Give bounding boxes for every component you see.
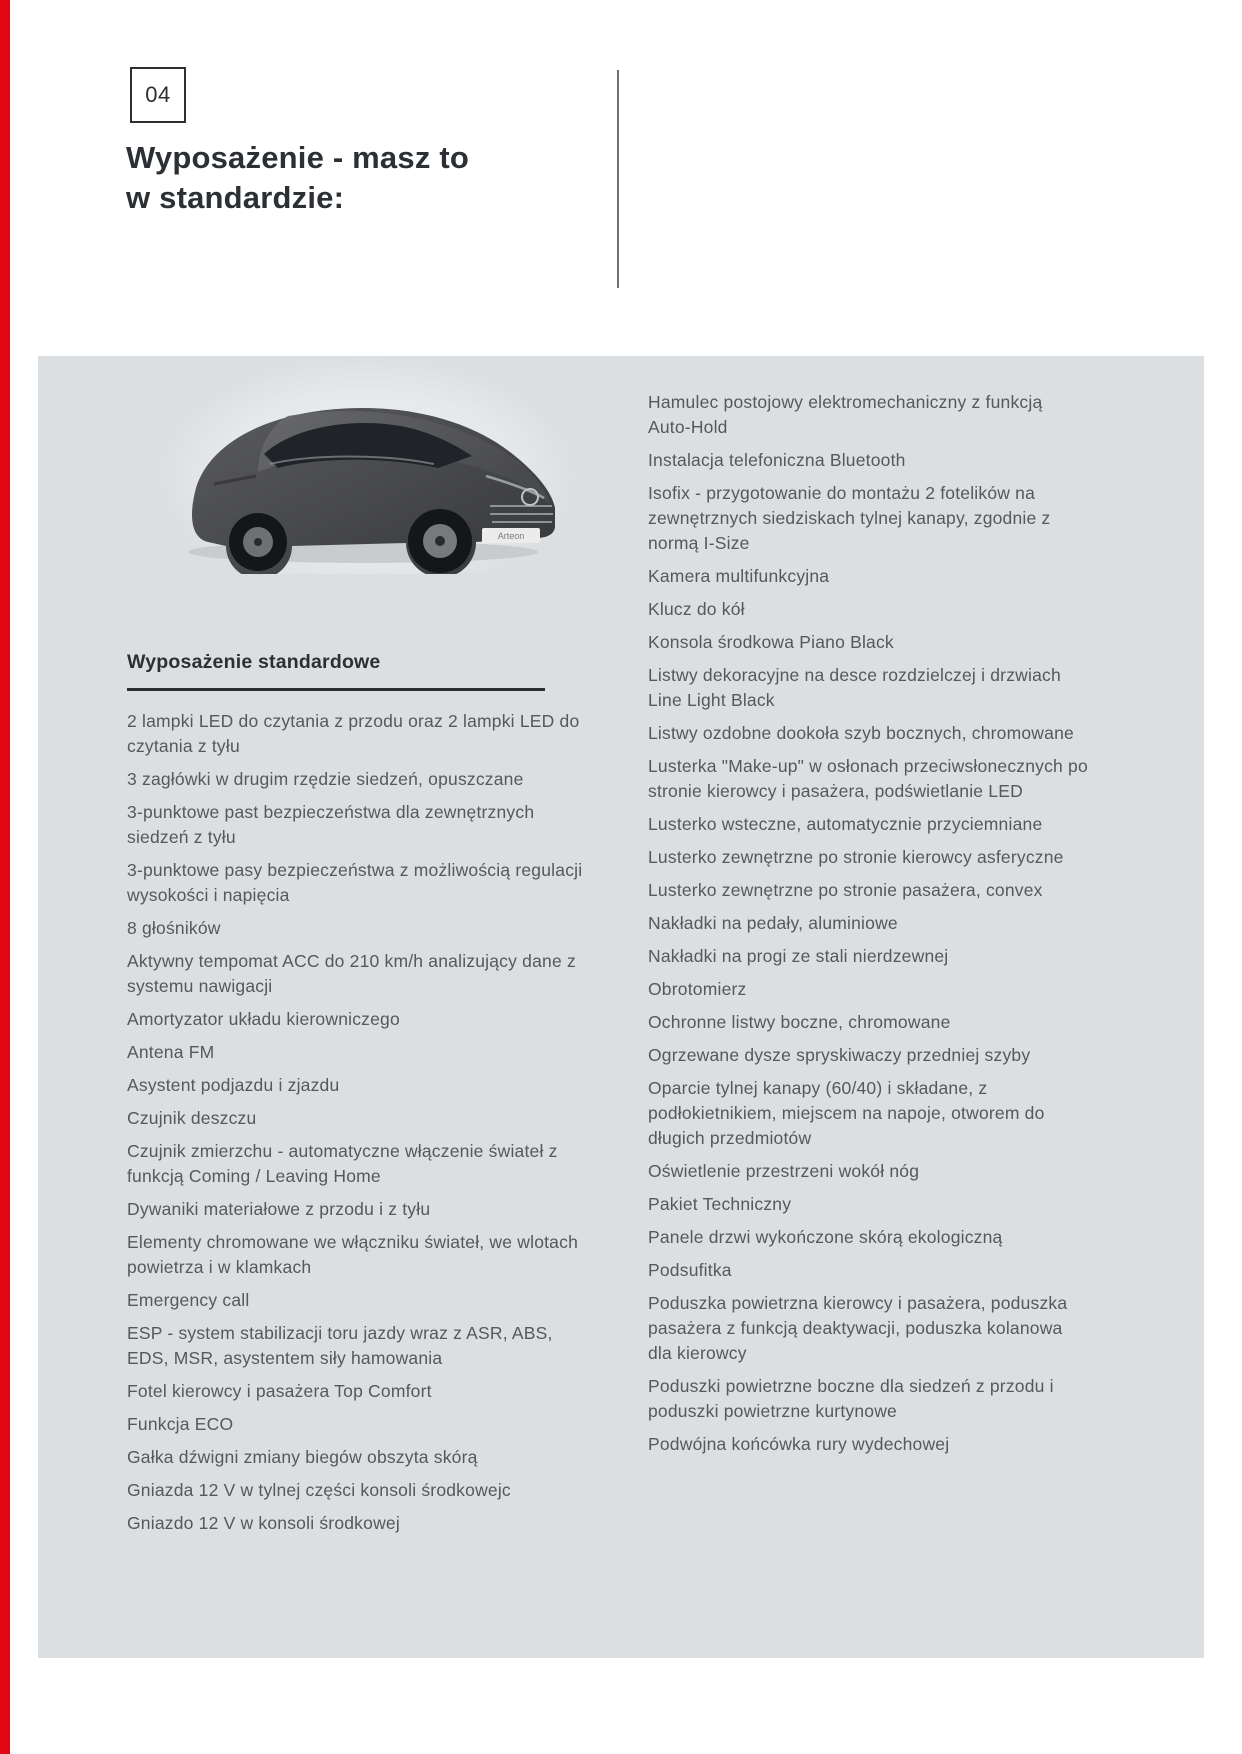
equipment-list-left (127, 709, 583, 1536)
equipment-item: 3 zagłówki w drugim rzędzie siedzeń, opuszczane (127, 769, 524, 789)
equipment-item: Asystent podjazdu i zjazdu (127, 1075, 340, 1095)
equipment-item: Nakładki na pedały, aluminiowe (648, 913, 898, 933)
equipment-item: Klucz do kół (648, 599, 745, 619)
section-heading: Wyposażenie standardowe (127, 651, 381, 673)
equipment-item: Ochronne listwy boczne, chromowane (648, 1012, 951, 1032)
equipment-item: Lusterka "Make-up" w osłonach przeciwsłonecznych po stronie kierowcy i pasażera, podświetlanie LED (648, 756, 1088, 801)
equipment-item: Czujnik zmierzchu - automatyczne włączenie świateł z funkcją Coming / Leaving Home (127, 1141, 558, 1186)
equipment-item: Antena FM (127, 1042, 215, 1062)
rear-wheel-icon (229, 513, 287, 571)
equipment-item: Elementy chromowane we włączniku świateł, we wlotach powietrza i w klamkach (127, 1232, 579, 1277)
equipment-item: Czujnik deszczu (127, 1108, 257, 1128)
equipment-item: Poduszka powietrzna kierowcy i pasażera, poduszka pasażera z funkcją deaktywacji, poduszka kolanowa dla kierowcy (648, 1293, 1068, 1363)
equipment-item: Oparcie tylnej kanapy (60/40) i składane, z podłokietnikiem, miejscem na napoje, otworem do długich przedmiotów (648, 1078, 1045, 1148)
left-accent-stripe (0, 0, 10, 1754)
equipment-panel (38, 356, 1204, 1658)
car-image (138, 356, 578, 574)
car-illustration (138, 356, 578, 574)
equipment-item: Lusterko wsteczne, automatycznie przyciemniane (648, 814, 1043, 834)
page-title-line1: Wyposażenie - masz to (126, 140, 469, 175)
equipment-item: 3-punktowe pasy bezpieczeństwa z możliwością regulacji wysokości i napięcia (127, 860, 583, 905)
page-title (126, 138, 469, 218)
equipment-list-right (648, 390, 1088, 1457)
page-title-line2: w standardzie: (126, 180, 345, 215)
equipment-item: Konsola środkowa Piano Black (648, 632, 894, 652)
equipment-item: Funkcja ECO (127, 1414, 234, 1434)
equipment-item: Kamera multifunkcyjna (648, 566, 830, 586)
license-plate (482, 528, 540, 543)
equipment-item: Gniazda 12 V w tylnej części konsoli środkowejc (127, 1480, 511, 1500)
equipment-item: Emergency call (127, 1290, 250, 1310)
equipment-item: Listwy ozdobne dookoła szyb bocznych, chromowane (648, 723, 1074, 743)
vertical-divider (617, 70, 619, 288)
license-plate-text: Arteon (497, 531, 525, 541)
equipment-item: 8 głośników (127, 918, 221, 938)
equipment-item: Lusterko zewnętrzne po stronie kierowcy asferyczne (648, 847, 1064, 867)
equipment-item: Amortyzator układu kierowniczego (127, 1009, 400, 1029)
equipment-item: 2 lampki LED do czytania z przodu oraz 2 lampki LED do czytania z tyłu (127, 711, 580, 756)
equipment-item: Listwy dekoracyjne na desce rozdzielczej i drzwiach Line Light Black (648, 665, 1061, 710)
equipment-item: Obrotomierz (648, 979, 747, 999)
equipment-item: Nakładki na progi ze stali nierdzewnej (648, 946, 949, 966)
equipment-item: Poduszki powietrzne boczne dla siedzeń z przodu i poduszki powietrzne kurtynowe (648, 1376, 1054, 1421)
equipment-item: Gniazdo 12 V w konsoli środkowej (127, 1513, 400, 1533)
equipment-item: Podsufitka (648, 1260, 732, 1280)
page-number: 04 (145, 82, 171, 107)
page-number-box (130, 67, 186, 123)
equipment-item: Dywaniki materiałowe z przodu i z tyłu (127, 1199, 431, 1219)
equipment-column-right (648, 390, 1088, 1465)
equipment-item: Aktywny tempomat ACC do 210 km/h analizujący dane z systemu nawigacji (127, 951, 576, 996)
equipment-item: Podwójna końcówka rury wydechowej (648, 1434, 950, 1454)
equipment-item: Oświetlenie przestrzeni wokół nóg (648, 1161, 920, 1181)
equipment-item: Pakiet Techniczny (648, 1194, 792, 1214)
equipment-item: Isofix - przygotowanie do montażu 2 fotelików na zewnętrznych siedziskach tylnej kanapy, zgodnie z normą I-Size (648, 483, 1051, 553)
equipment-item: Lusterko zewnętrzne po stronie pasażera, convex (648, 880, 1043, 900)
equipment-item: Hamulec postojowy elektromechaniczny z funkcją Auto-Hold (648, 392, 1043, 437)
heading-underline (127, 688, 545, 691)
equipment-column-left (127, 651, 583, 1544)
front-wheel-icon (408, 509, 472, 573)
equipment-item: ESP - system stabilizacji toru jazdy wraz z ASR, ABS, EDS, MSR, asystentem siły hamowania (127, 1323, 553, 1368)
equipment-item: Fotel kierowcy i pasażera Top Comfort (127, 1381, 432, 1401)
equipment-item: Gałka dźwigni zmiany biegów obszyta skórą (127, 1447, 478, 1467)
equipment-item: Instalacja telefoniczna Bluetooth (648, 450, 906, 470)
equipment-item: Panele drzwi wykończone skórą ekologiczną (648, 1227, 1003, 1247)
equipment-item: 3-punktowe past bezpieczeństwa dla zewnętrznych siedzeń z tyłu (127, 802, 535, 847)
equipment-item: Ogrzewane dysze spryskiwaczy przedniej szyby (648, 1045, 1031, 1065)
